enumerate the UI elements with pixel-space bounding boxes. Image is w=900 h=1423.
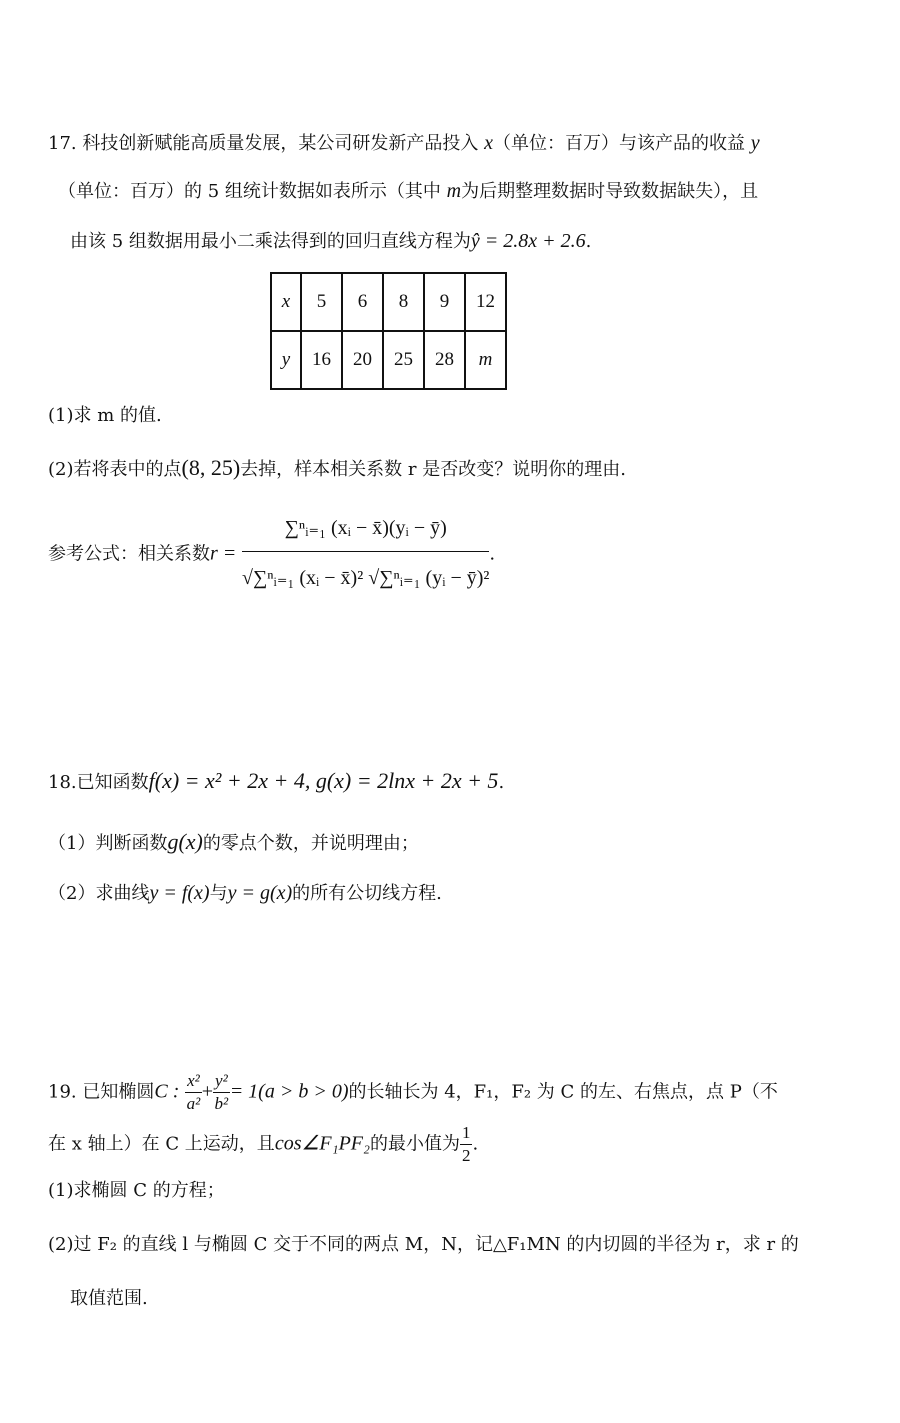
var-x: x	[484, 132, 493, 154]
fraction-y	[213, 1070, 230, 1115]
formula-label: 参考公式：相关系数	[48, 543, 210, 565]
table-cell: 28	[424, 331, 465, 389]
correlation-formula	[48, 505, 495, 604]
table-cell: 25	[383, 331, 424, 389]
formula-denominator: √∑ⁿᵢ₌₁ (xᵢ − x̄)² √∑ⁿᵢ₌₁ (yᵢ − ȳ)²	[242, 567, 490, 589]
q17-text: 由该 5 组数据用最小二乘法得到的回归直线方程为	[70, 231, 471, 252]
cos-expression: cos∠F₁PF₂	[274, 1132, 370, 1155]
q17-text: (2)若将表中的点	[48, 459, 182, 480]
q19-text: 的最小值为	[369, 1133, 460, 1155]
table-cell: y	[271, 331, 301, 389]
table-cell: x	[271, 273, 301, 331]
table-cell: 5	[301, 273, 342, 331]
plus: +	[201, 1080, 214, 1103]
q19-text: 在 x 轴上）在 C 上运动，且	[48, 1133, 275, 1155]
table-cell: 20	[342, 331, 383, 389]
q17-line-3	[70, 228, 591, 255]
numerator: 1	[460, 1122, 473, 1145]
q19-text: 19. 已知椭圆	[48, 1081, 155, 1103]
curve-g: y = g(x)	[227, 882, 293, 904]
q19-part-2-cont: 取值范围.	[70, 1288, 148, 1309]
table-cell: 9	[424, 273, 465, 331]
q17-part-2	[48, 455, 626, 483]
table-cell: 12	[465, 273, 506, 331]
q18-text: （1）判断函数	[48, 833, 168, 854]
q17-text: 为后期整理数据时导致数据缺失），且	[461, 181, 759, 202]
q18-part-2	[48, 880, 442, 907]
formula-numerator: ∑ⁿᵢ₌₁ (xᵢ − x̄)(yᵢ − ȳ)	[242, 505, 489, 552]
table-cell: 16	[301, 331, 342, 389]
point: (8, 25)	[181, 455, 241, 480]
curve-f: y = f(x)	[149, 882, 210, 904]
fraction-x	[185, 1070, 202, 1115]
table-cell: 6	[342, 273, 383, 331]
q18-text: 18.已知函数	[48, 772, 149, 793]
function-definitions: f(x) = x² + 2x + 4, g(x) = 2lnx + 2x + 5	[148, 768, 499, 793]
var-m: m	[446, 180, 462, 202]
q18-text: （2）求曲线	[48, 883, 150, 904]
q18-text: 与	[209, 883, 228, 904]
q17-line-1	[48, 130, 760, 157]
period: .	[498, 772, 505, 793]
denominator: b²	[214, 1094, 229, 1113]
period: .	[489, 543, 496, 565]
q18-part-1	[48, 829, 419, 857]
q17-text: （单位：百万）与该产品的收益	[492, 133, 745, 154]
fraction-half	[460, 1122, 473, 1167]
q19-stem	[48, 1070, 778, 1115]
table-cell: 8	[383, 273, 424, 331]
q18-text: 的零点个数，并说明理由；	[202, 833, 419, 854]
q17-text: （单位：百万）的 5 组统计数据如表所示（其中	[58, 181, 441, 202]
q18-stem	[48, 768, 504, 796]
ellipse-c: C :	[154, 1080, 180, 1103]
q19-line-2	[48, 1122, 478, 1167]
period: .	[472, 1133, 479, 1155]
q17-text: 17. 科技创新赋能高质量发展，某公司研发新产品投入	[48, 133, 479, 154]
data-table	[270, 272, 507, 390]
table-row	[271, 273, 506, 331]
q19-part-1: (1)求椭圆 C 的方程；	[48, 1180, 225, 1201]
regression-equation: ŷ = 2.8x + 2.6	[470, 230, 586, 252]
q17-line-2	[58, 178, 758, 205]
denominator: a²	[186, 1094, 201, 1113]
table-row	[271, 331, 506, 389]
q19-text: 的长轴长为 4，F₁，F₂ 为 C 的左、右焦点，点 P（不	[348, 1081, 778, 1103]
table-cell: m	[465, 331, 506, 389]
q17-part-1: (1)求 m 的值.	[48, 405, 162, 426]
numerator: y²	[213, 1070, 230, 1093]
denominator: 2	[461, 1146, 471, 1165]
q19-part-2: (2)过 F₂ 的直线 l 与椭圆 C 交于不同的两点 M，N，记△F₁MN 的内切圆的半径为 r，求 r 的	[48, 1234, 799, 1255]
formula-r: r =	[210, 542, 237, 565]
period: .	[585, 231, 592, 252]
numerator: x²	[185, 1070, 202, 1093]
q17-text: 去掉，样本相关系数 r 是否改变？说明你的理由.	[240, 459, 626, 480]
equation-rest: = 1(a > b > 0)	[229, 1080, 349, 1103]
formula-fraction	[242, 505, 489, 604]
var-y: y	[750, 132, 760, 154]
function-g: g(x)	[167, 829, 203, 854]
q18-text: 的所有公切线方程.	[292, 883, 442, 904]
